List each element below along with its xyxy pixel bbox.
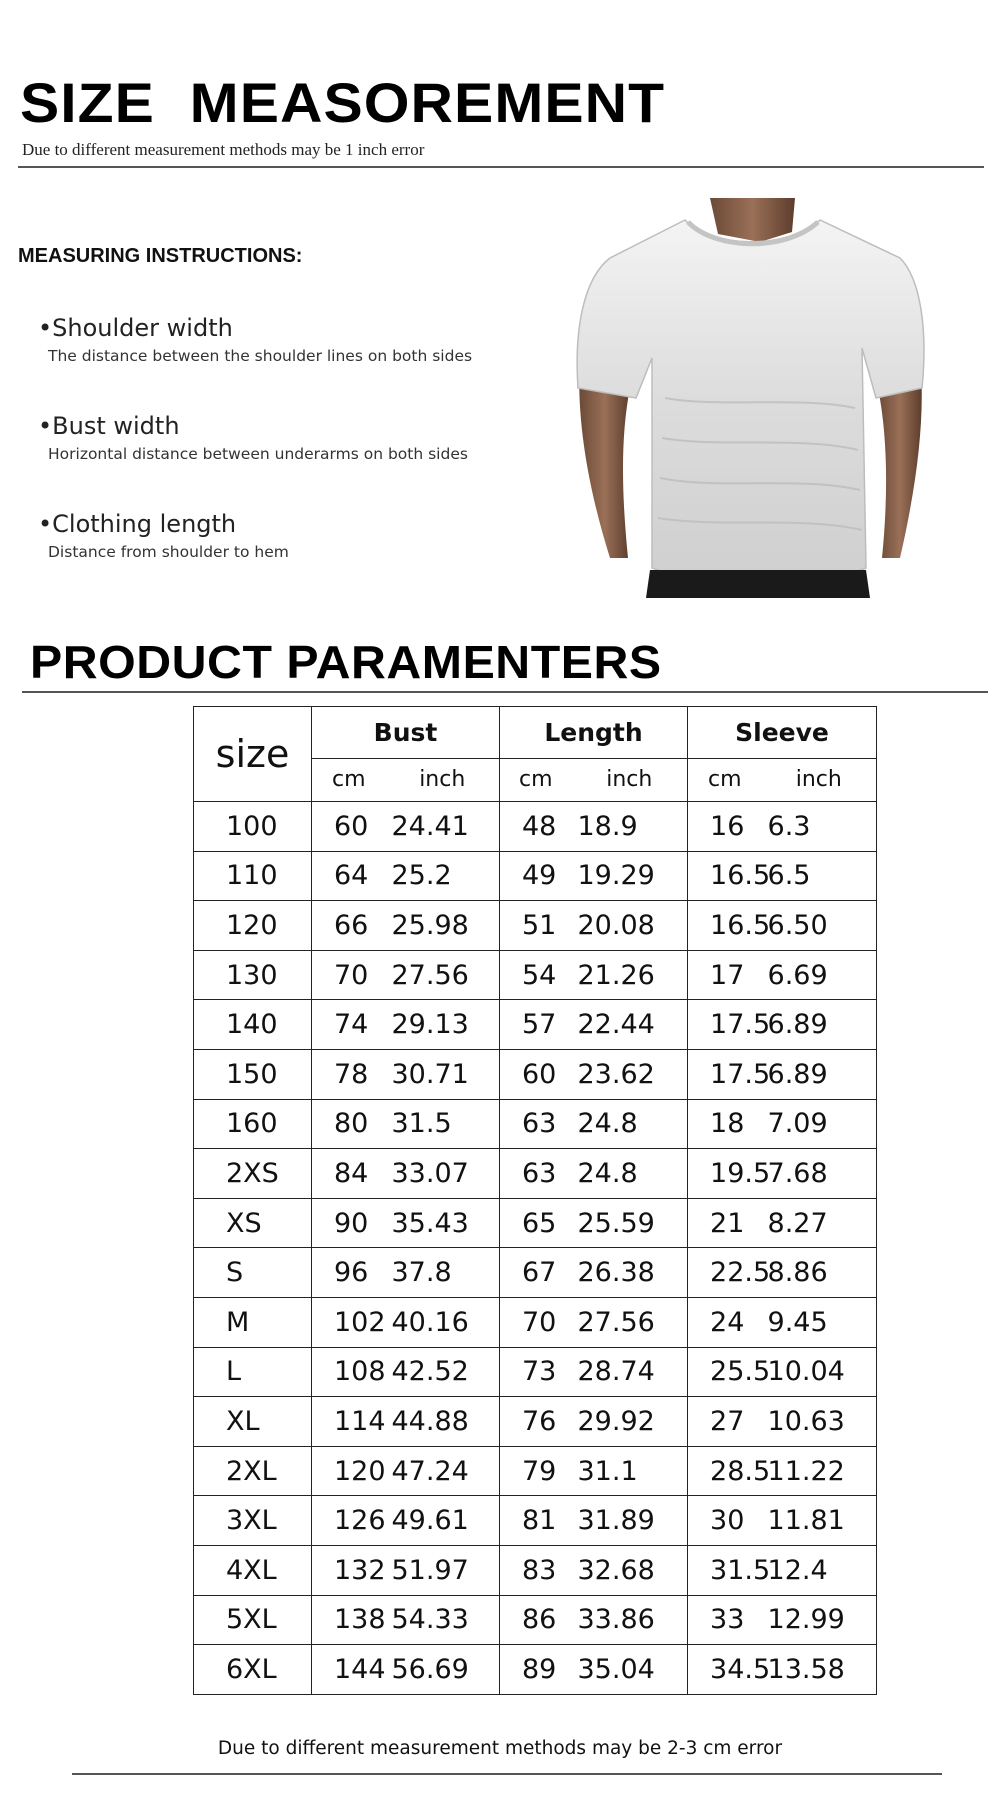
sleeve-inch-cell: 11.81	[762, 1496, 877, 1546]
size-cell: 3XL	[194, 1496, 312, 1546]
tshirt-model-image	[570, 198, 930, 618]
length-inch-cell: 31.1	[572, 1446, 688, 1496]
length-inch-cell: 33.86	[572, 1595, 688, 1645]
sleeve-cm-cell: 17	[688, 950, 762, 1000]
size-rows	[194, 802, 877, 1695]
bust-cm-cell: 144	[312, 1645, 386, 1695]
table-row	[194, 802, 877, 852]
length-cm-cell: 63	[500, 1149, 572, 1199]
length-cm-cell: 65	[500, 1198, 572, 1248]
table-row	[194, 1545, 877, 1595]
size-cell: 160	[194, 1099, 312, 1149]
table-row	[194, 1049, 877, 1099]
bust-cm-cell: 102	[312, 1297, 386, 1347]
instruction-desc: Horizontal distance between underarms on both sides	[48, 444, 468, 463]
sleeve-inch-cell: 6.3	[762, 802, 877, 852]
bust-inch-cell: 40.16	[386, 1297, 500, 1347]
table-row	[194, 1000, 877, 1050]
sleeve-cm-cell: 28.5	[688, 1446, 762, 1496]
length-inch-cell: 22.44	[572, 1000, 688, 1050]
length-inch-cell: 32.68	[572, 1545, 688, 1595]
unit-cm-header: cm	[688, 758, 762, 801]
bust-cm-cell: 64	[312, 851, 386, 901]
unit-cm-header: cm	[312, 758, 386, 801]
measurement-error-note: Due to different measurement methods may be 1 inch error	[22, 140, 425, 159]
sleeve-inch-cell: 9.45	[762, 1297, 877, 1347]
unit-inch-header: inch	[762, 758, 877, 801]
unit-inch-header: inch	[572, 758, 688, 801]
size-cell: 5XL	[194, 1595, 312, 1645]
sleeve-inch-cell: 6.89	[762, 1000, 877, 1050]
length-cm-cell: 89	[500, 1645, 572, 1695]
length-inch-cell: 29.92	[572, 1397, 688, 1447]
sleeve-cm-cell: 22.5	[688, 1248, 762, 1298]
length-inch-cell: 20.08	[572, 901, 688, 951]
instruction-name: •Clothing length	[38, 510, 237, 538]
length-inch-cell: 19.29	[572, 851, 688, 901]
sleeve-inch-cell: 12.99	[762, 1595, 877, 1645]
instruction-desc: The distance between the shoulder lines on both sides	[48, 346, 473, 365]
bust-cm-cell: 120	[312, 1446, 386, 1496]
bust-cm-cell: 66	[312, 901, 386, 951]
footer-error-note: Due to different measurement methods may be 2-3 cm error	[217, 1738, 783, 1759]
bust-cm-cell: 74	[312, 1000, 386, 1050]
bust-inch-cell: 44.88	[386, 1397, 500, 1447]
length-inch-cell: 18.9	[572, 802, 688, 852]
bust-cm-cell: 90	[312, 1198, 386, 1248]
length-cm-cell: 73	[500, 1347, 572, 1397]
bust-inch-cell: 49.61	[386, 1496, 500, 1546]
table-row	[194, 1446, 877, 1496]
bust-inch-cell: 54.33	[386, 1595, 500, 1645]
bust-inch-cell: 56.69	[386, 1645, 500, 1695]
bust-inch-cell: 47.24	[386, 1446, 500, 1496]
bust-group-header: Bust	[312, 707, 500, 759]
bust-inch-cell: 42.52	[386, 1347, 500, 1397]
length-inch-cell: 25.59	[572, 1198, 688, 1248]
size-cell: 110	[194, 851, 312, 901]
length-cm-cell: 81	[500, 1496, 572, 1546]
sleeve-inch-cell: 7.68	[762, 1149, 877, 1199]
sleeve-cm-cell: 25.5	[688, 1347, 762, 1397]
size-cell: M	[194, 1297, 312, 1347]
bust-inch-cell: 31.5	[386, 1099, 500, 1149]
size-cell: 150	[194, 1049, 312, 1099]
table-row	[194, 1397, 877, 1447]
instruction-bust-width	[38, 413, 468, 463]
sleeve-cm-cell: 17.5	[688, 1000, 762, 1050]
bust-inch-cell: 29.13	[386, 1000, 500, 1050]
sleeve-cm-cell: 31.5	[688, 1545, 762, 1595]
sleeve-cm-cell: 18	[688, 1099, 762, 1149]
size-cell: 4XL	[194, 1545, 312, 1595]
table-row	[194, 1595, 877, 1645]
bust-inch-cell: 35.43	[386, 1198, 500, 1248]
product-parameters-title: PRODUCT PARAMENTERS	[30, 636, 662, 688]
length-group-header: Length	[500, 707, 688, 759]
table-row	[194, 1496, 877, 1546]
sleeve-inch-cell: 6.89	[762, 1049, 877, 1099]
length-cm-cell: 57	[500, 1000, 572, 1050]
unit-inch-header: inch	[386, 758, 500, 801]
sleeve-inch-cell: 6.5	[762, 851, 877, 901]
header-divider	[18, 166, 984, 168]
sleeve-inch-cell: 8.27	[762, 1198, 877, 1248]
sleeve-inch-cell: 6.50	[762, 901, 877, 951]
length-cm-cell: 67	[500, 1248, 572, 1298]
sleeve-inch-cell: 13.58	[762, 1645, 877, 1695]
size-cell: S	[194, 1248, 312, 1298]
instruction-clothing-length	[38, 511, 289, 561]
length-cm-cell: 70	[500, 1297, 572, 1347]
size-cell: L	[194, 1347, 312, 1397]
size-cell: XS	[194, 1198, 312, 1248]
bust-cm-cell: 96	[312, 1248, 386, 1298]
table-row	[194, 901, 877, 951]
sleeve-cm-cell: 30	[688, 1496, 762, 1546]
table-row	[194, 1347, 877, 1397]
sleeve-cm-cell: 16.5	[688, 901, 762, 951]
length-cm-cell: 48	[500, 802, 572, 852]
length-cm-cell: 51	[500, 901, 572, 951]
sleeve-cm-cell: 27	[688, 1397, 762, 1447]
bust-cm-cell: 138	[312, 1595, 386, 1645]
sleeve-inch-cell: 10.63	[762, 1397, 877, 1447]
sleeve-inch-cell: 8.86	[762, 1248, 877, 1298]
length-cm-cell: 86	[500, 1595, 572, 1645]
sleeve-inch-cell: 6.69	[762, 950, 877, 1000]
instruction-name: •Shoulder width	[38, 314, 233, 342]
bust-cm-cell: 84	[312, 1149, 386, 1199]
table-row	[194, 1149, 877, 1199]
sleeve-cm-cell: 34.5	[688, 1645, 762, 1695]
length-inch-cell: 35.04	[572, 1645, 688, 1695]
bust-cm-cell: 132	[312, 1545, 386, 1595]
length-cm-cell: 49	[500, 851, 572, 901]
length-inch-cell: 21.26	[572, 950, 688, 1000]
size-cell: 100	[194, 802, 312, 852]
sleeve-cm-cell: 33	[688, 1595, 762, 1645]
length-inch-cell: 26.38	[572, 1248, 688, 1298]
size-cell: 130	[194, 950, 312, 1000]
sleeve-cm-cell: 16.5	[688, 851, 762, 901]
page-title: SIZE MEASOREMENT	[20, 71, 666, 134]
table-row	[194, 1645, 877, 1695]
bust-cm-cell: 80	[312, 1099, 386, 1149]
table-row	[194, 1297, 877, 1347]
size-cell: 6XL	[194, 1645, 312, 1695]
table-row	[194, 1248, 877, 1298]
size-cell: 140	[194, 1000, 312, 1050]
instruction-desc: Distance from shoulder to hem	[48, 542, 289, 561]
length-inch-cell: 24.8	[572, 1099, 688, 1149]
bust-inch-cell: 24.41	[386, 802, 500, 852]
table-row	[194, 1099, 877, 1149]
table-row	[194, 1198, 877, 1248]
length-inch-cell: 24.8	[572, 1149, 688, 1199]
size-cell: 2XL	[194, 1446, 312, 1496]
bust-cm-cell: 70	[312, 950, 386, 1000]
bust-cm-cell: 108	[312, 1347, 386, 1397]
bust-inch-cell: 27.56	[386, 950, 500, 1000]
length-cm-cell: 63	[500, 1099, 572, 1149]
sleeve-inch-cell: 12.4	[762, 1545, 877, 1595]
bust-cm-cell: 60	[312, 802, 386, 852]
size-chart-table	[193, 706, 877, 1695]
instruction-name: •Bust width	[38, 412, 180, 440]
bust-inch-cell: 51.97	[386, 1545, 500, 1595]
bust-inch-cell: 33.07	[386, 1149, 500, 1199]
sleeve-inch-cell: 10.04	[762, 1347, 877, 1397]
length-cm-cell: 76	[500, 1397, 572, 1447]
table-row	[194, 851, 877, 901]
footer-divider	[72, 1773, 942, 1775]
instructions-heading: MEASURING INSTRUCTIONS:	[18, 245, 303, 267]
bust-cm-cell: 114	[312, 1397, 386, 1447]
sleeve-group-header: Sleeve	[688, 707, 877, 759]
sleeve-cm-cell: 24	[688, 1297, 762, 1347]
length-inch-cell: 23.62	[572, 1049, 688, 1099]
length-inch-cell: 28.74	[572, 1347, 688, 1397]
length-cm-cell: 83	[500, 1545, 572, 1595]
bust-inch-cell: 30.71	[386, 1049, 500, 1099]
sleeve-cm-cell: 17.5	[688, 1049, 762, 1099]
size-cell: 120	[194, 901, 312, 951]
size-cell: XL	[194, 1397, 312, 1447]
sleeve-cm-cell: 19.5	[688, 1149, 762, 1199]
length-cm-cell: 60	[500, 1049, 572, 1099]
bust-cm-cell: 126	[312, 1496, 386, 1546]
sleeve-inch-cell: 7.09	[762, 1099, 877, 1149]
bust-inch-cell: 25.2	[386, 851, 500, 901]
instruction-shoulder-width	[38, 315, 472, 365]
unit-cm-header: cm	[500, 758, 572, 801]
size-cell: 2XS	[194, 1149, 312, 1199]
length-inch-cell: 31.89	[572, 1496, 688, 1546]
bust-inch-cell: 37.8	[386, 1248, 500, 1298]
bust-inch-cell: 25.98	[386, 901, 500, 951]
length-inch-cell: 27.56	[572, 1297, 688, 1347]
bust-cm-cell: 78	[312, 1049, 386, 1099]
table-row	[194, 950, 877, 1000]
size-column-header: size	[194, 707, 312, 802]
sleeve-inch-cell: 11.22	[762, 1446, 877, 1496]
params-divider	[22, 691, 988, 693]
length-cm-cell: 54	[500, 950, 572, 1000]
sleeve-cm-cell: 21	[688, 1198, 762, 1248]
sleeve-cm-cell: 16	[688, 802, 762, 852]
length-cm-cell: 79	[500, 1446, 572, 1496]
